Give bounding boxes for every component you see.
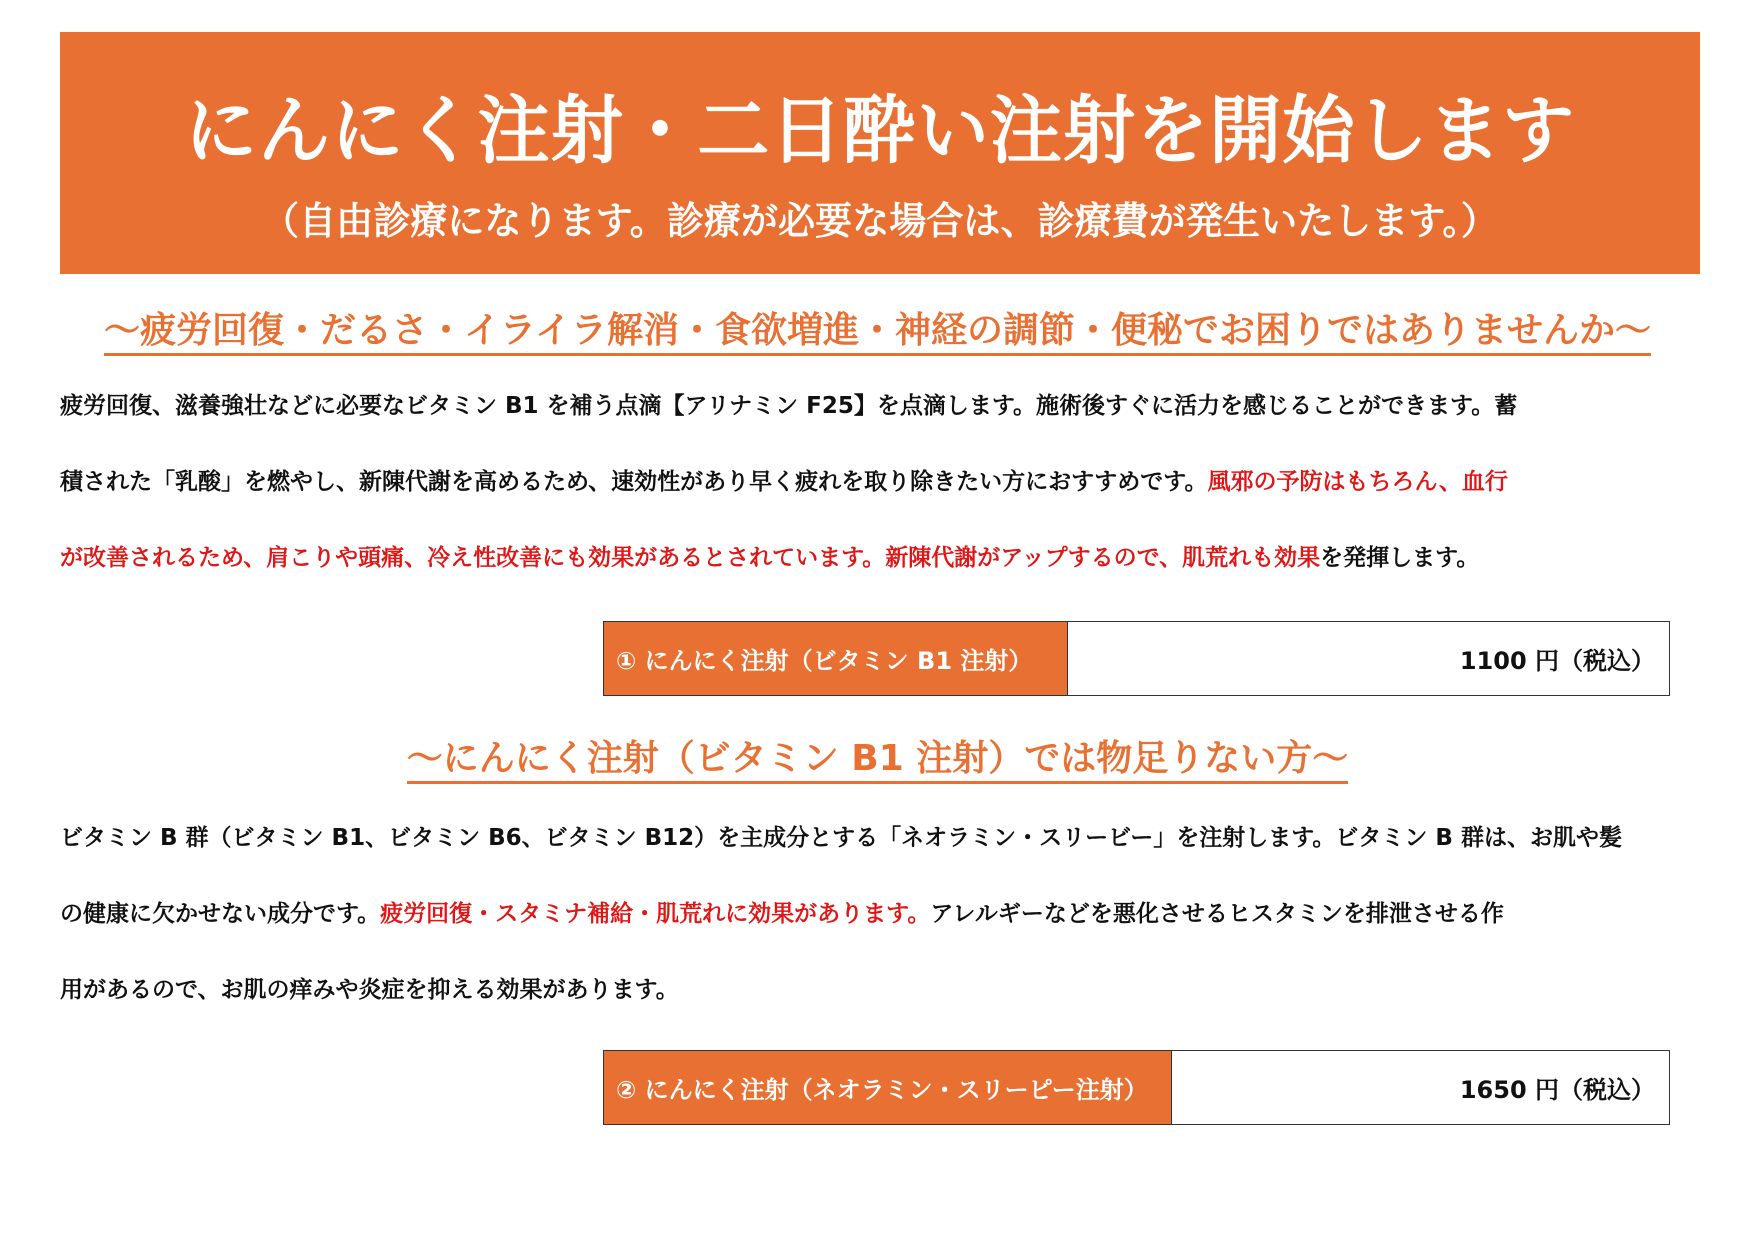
paragraph-line [60,827,1622,850]
text-run: アレルギーなどを悪化させるヒスタミンを排泄させる作 [930,901,1504,927]
section2-heading-text: ～にんにく注射（ビタミン B1 注射）では物足りない方～ [407,741,1349,784]
text-run-highlight: 疲労回復・スタミナ補給・肌荒れに効果があります。 [380,901,931,927]
section2-paragraph [60,825,1700,1003]
section1-heading-text: ～疲労回復・だるさ・イライラ解消・食欲増進・神経の調節・便秘でお困りではありませんか～ [104,313,1651,356]
paragraph-line [60,471,1508,494]
price-row-2 [603,1050,1670,1125]
page-subtitle: （自由診療になります。診療が必要な場合は、診療費が発生いたします。） [261,199,1499,243]
text-run: の健康に欠かせない成分です。 [60,901,381,927]
price-value: 1650 円（税込） [1459,1076,1655,1104]
paragraph-line [60,979,679,1002]
paragraph-line [60,903,1504,926]
section2-heading [0,738,1755,784]
price-value: 1100 円（税込） [1459,647,1655,675]
price-row-1 [603,621,1670,696]
paragraph-line [60,395,1517,418]
price-label: ① にんにく注射（ビタミン B1 注射） [604,622,1068,695]
text-run-highlight: 風邪の予防はもちろん、血行 [1207,469,1508,495]
title-banner [60,32,1700,274]
text-run: 用があるので、お肌の痒みや炎症を抑える効果があります。 [60,977,679,1003]
price-label: ② にんにく注射（ネオラミン・スリーピー注射） [604,1051,1172,1124]
text-run: 積された「乳酸」を燃やし、新陳代謝を高めるため、速効性があり早く疲れを取り除きたい方におすすめです。 [60,469,1208,495]
text-run: 疲労回復、滋養強壮などに必要なビタミン B1 を補う点滴【アリナミン F25】を点滴します。施術後すぐに活力を感じることができます。蓄 [60,393,1518,419]
text-run: を発揮します。 [1320,545,1480,571]
text-run: ビタミン B 群（ビタミン B1、ビタミン B6、ビタミン B12）を主成分とする「ネオラミン・スリービー」を注射します。ビタミン B 群は、お肌や髪 [60,825,1622,851]
text-run-highlight: が改善されるため、肩こりや頭痛、冷え性改善にも効果があるとされています。新陳代謝がアップするので、肌荒れも効果 [60,545,1321,571]
page-title: にんにく注射・二日酔い注射を開始します [184,88,1576,174]
section1-paragraph [60,393,1700,571]
paragraph-line [60,547,1479,570]
section1-heading [0,310,1755,356]
